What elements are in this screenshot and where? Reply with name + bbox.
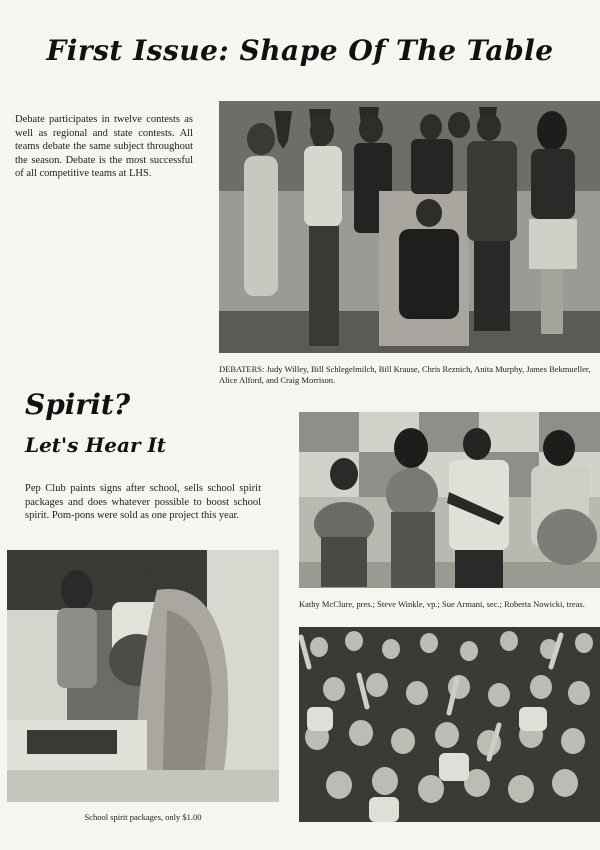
debaters-photo <box>219 101 600 353</box>
spirit-packages-photo <box>7 550 279 802</box>
pep-club-officers-photo <box>299 412 600 588</box>
spirit-packages-caption: School spirit packages, only $1.00 <box>84 812 202 822</box>
spirit-heading: Spirit? <box>25 388 131 421</box>
debate-paragraph: Debate participates in twelve contests as well as regional and state contests. All teams debate the same subject throughout the season. Debate is the most successful of all competitive teams at LHS. <box>15 114 193 179</box>
pep-club-officers-caption: Kathy McClure, pres.; Steve Winkle, vp.; Sue Armani, sec.; Roberta Nowicki, treas. <box>299 599 585 609</box>
spirit-paragraph: Pep Club paints signs after school, sells school spirit packages and does whatever possible to boost school spirit. Pom-pons were sold as one project this year. <box>25 483 261 521</box>
pep-rally-crowd-photo <box>299 627 600 822</box>
page-title: First Issue: Shape Of The Table <box>46 34 554 67</box>
lets-hear-it-heading: Let's Hear It <box>25 433 167 457</box>
debaters-caption: DEBATERS: Judy Willey, Bill Schlegelmilch, Bill Krause, Chris Reznich, Anita Murphy, James Bekmueller, Alice Alford, and Craig Morrison. <box>219 364 591 385</box>
